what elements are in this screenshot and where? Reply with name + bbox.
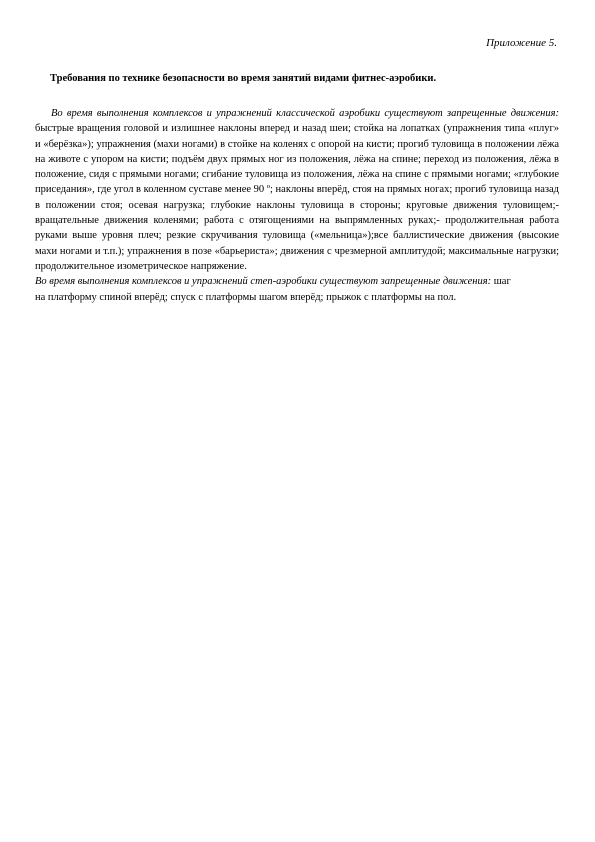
document-body <box>35 106 559 305</box>
paragraph-lead: Во время выполнения комплексов и упражнений классической аэробики существуют запрещенные движения: <box>51 108 559 119</box>
paragraph-text: быстрые вращения головой и излишнее наклоны вперед и назад шеи; стойка на лопатках (упражнения типа «плуг» и «берёзка»); упражнения (махи ногами) в стойке на коленях с опорой на кисти; прогиб туловища в положении лёжа на животе с упором на кисти; подъём двух прямых ног из положения, лёжа на спине; переход из положения, лёжа в положение, сидя с прямыми ногами; сгибание туловища из положения, лёжа на спине с прямыми ногами; «глубокие приседания», где угол в коленном суставе менее 90 º; наклоны вперёд, стоя на прямых ногах; прогиб туловища назад в положении стоя; осевая нагрузка; глубокие наклоны туловища в стороны; круговые движения туловищем;- вращательные движения коленями; работа с отягощениями на выпрямленных руках;- продолжительная работа руками выше уровня плеч; резкие скручивания туловища («мельница»);все баллистические движения (высокие махи ногами и т.п.); упражнения в позе «барьериста»; движения с чрезмерной амплитудой; максимальные нагрузки; продолжительное изометрическое напряжение. <box>35 123 560 272</box>
paragraph-lead: Во время выполнения комплексов и упражнений степ-аэробики существуют запрещенные движения: <box>35 276 492 288</box>
paragraph-text: шаг на платформу спиной вперёд; спуск с платформы шагом вперёд; прыжок с платформы на пол. <box>35 276 511 303</box>
appendix-label: Приложение 5. <box>486 37 557 49</box>
paragraph-classic-aerobics <box>35 106 559 274</box>
document-title: Требования по технике безопасности во время занятий видами фитнес-аэробики. <box>50 73 437 84</box>
paragraph-step-aerobics <box>35 274 523 305</box>
